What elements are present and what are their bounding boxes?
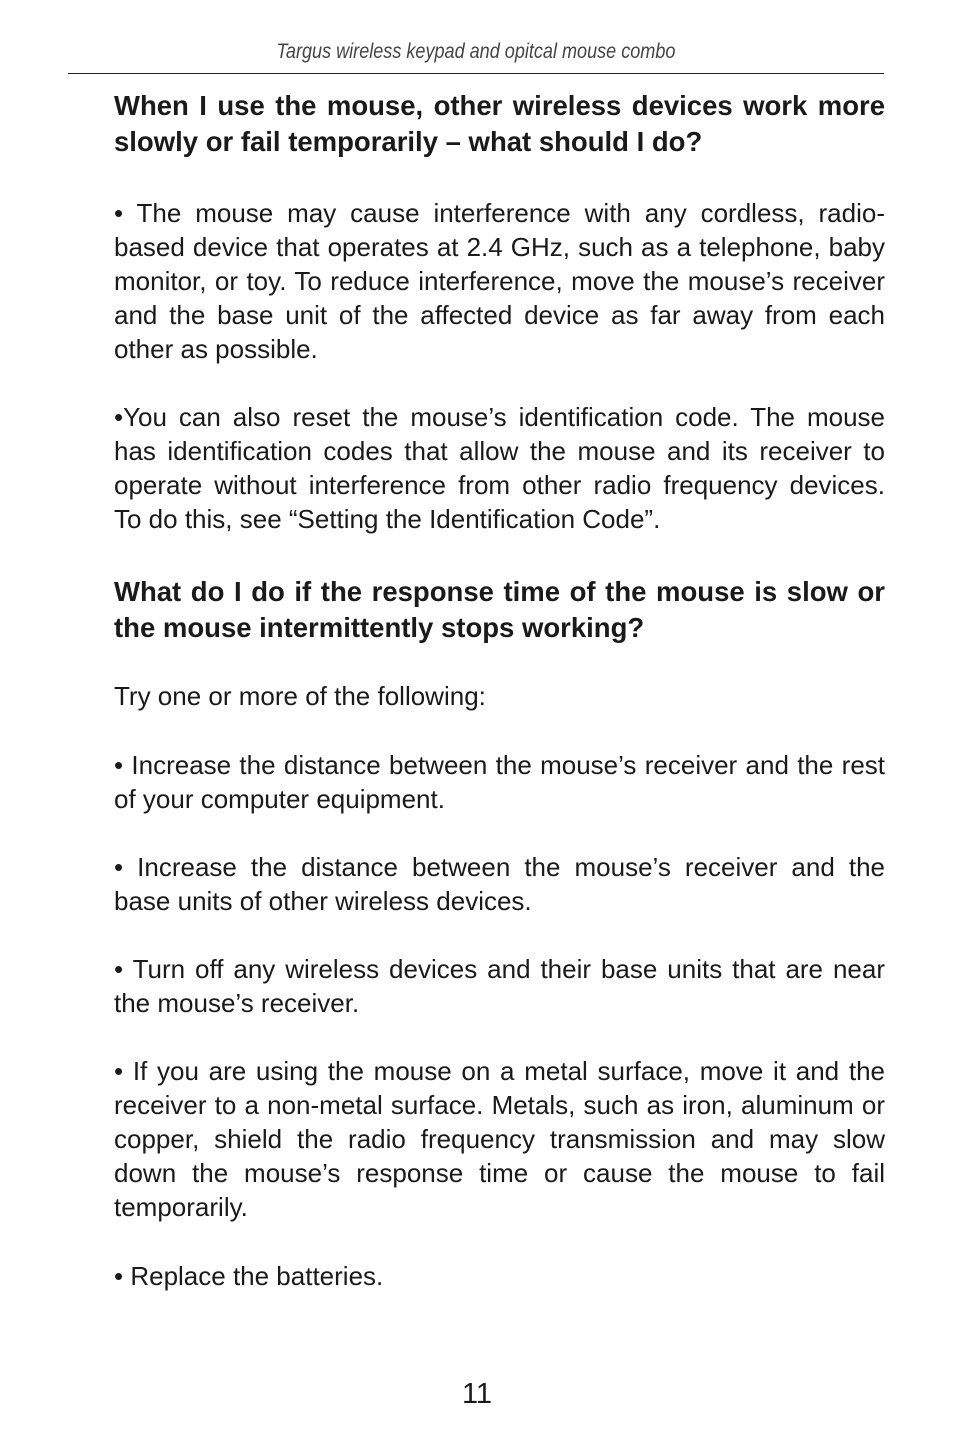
paragraph-metal-surface: • If you are using the mouse on a metal surface, move it and the receiver to a non-metal surface. Metals, such as iron, aluminum or copper, shield the radio frequency transmission and may slow down the mouse’s response time or cause the mouse to fail temporarily. [114, 1056, 885, 1222]
paragraph-intro: Try one or more of the following: [114, 681, 486, 711]
running-head: Targus wireless keypad and opitcal mouse combo [276, 40, 676, 63]
faq-heading-slow-response: What do I do if the response time of the mouse is slow or the mouse intermittently stops working? [114, 576, 885, 643]
paragraph-distance-equipment: • Increase the distance between the mouse’s receiver and the rest of your computer equipment. [114, 750, 885, 814]
page-number: 11 [461, 1378, 493, 1410]
paragraph-turn-off-devices: • Turn off any wireless devices and their base units that are near the mouse’s receiver. [114, 954, 885, 1018]
paragraph-reset-id-code: •You can also reset the mouse’s identification code. The mouse has identification codes that allow the mouse and its receiver to operate without interference from other radio frequency devices. To do this, see “Setting the Identification Code”. [114, 402, 885, 534]
paragraph-distance-base-units: • Increase the distance between the mouse’s receiver and the base units of other wireless devices. [114, 852, 885, 916]
paragraph-interference-cause: • The mouse may cause interference with any cordless, radio-based device that operates at 2.4 GHz, such as a telephone, baby monitor, or toy. To reduce interference, move the mouse’s receiver and the base unit of the affected device as far away from each other as possible. [114, 198, 885, 364]
faq-heading-interference: When I use the mouse, other wireless devices work more slowly or fail temporarily – what should I do? [114, 90, 885, 157]
header-rule [68, 73, 884, 74]
paragraph-replace-batteries: • Replace the batteries. [114, 1261, 384, 1291]
